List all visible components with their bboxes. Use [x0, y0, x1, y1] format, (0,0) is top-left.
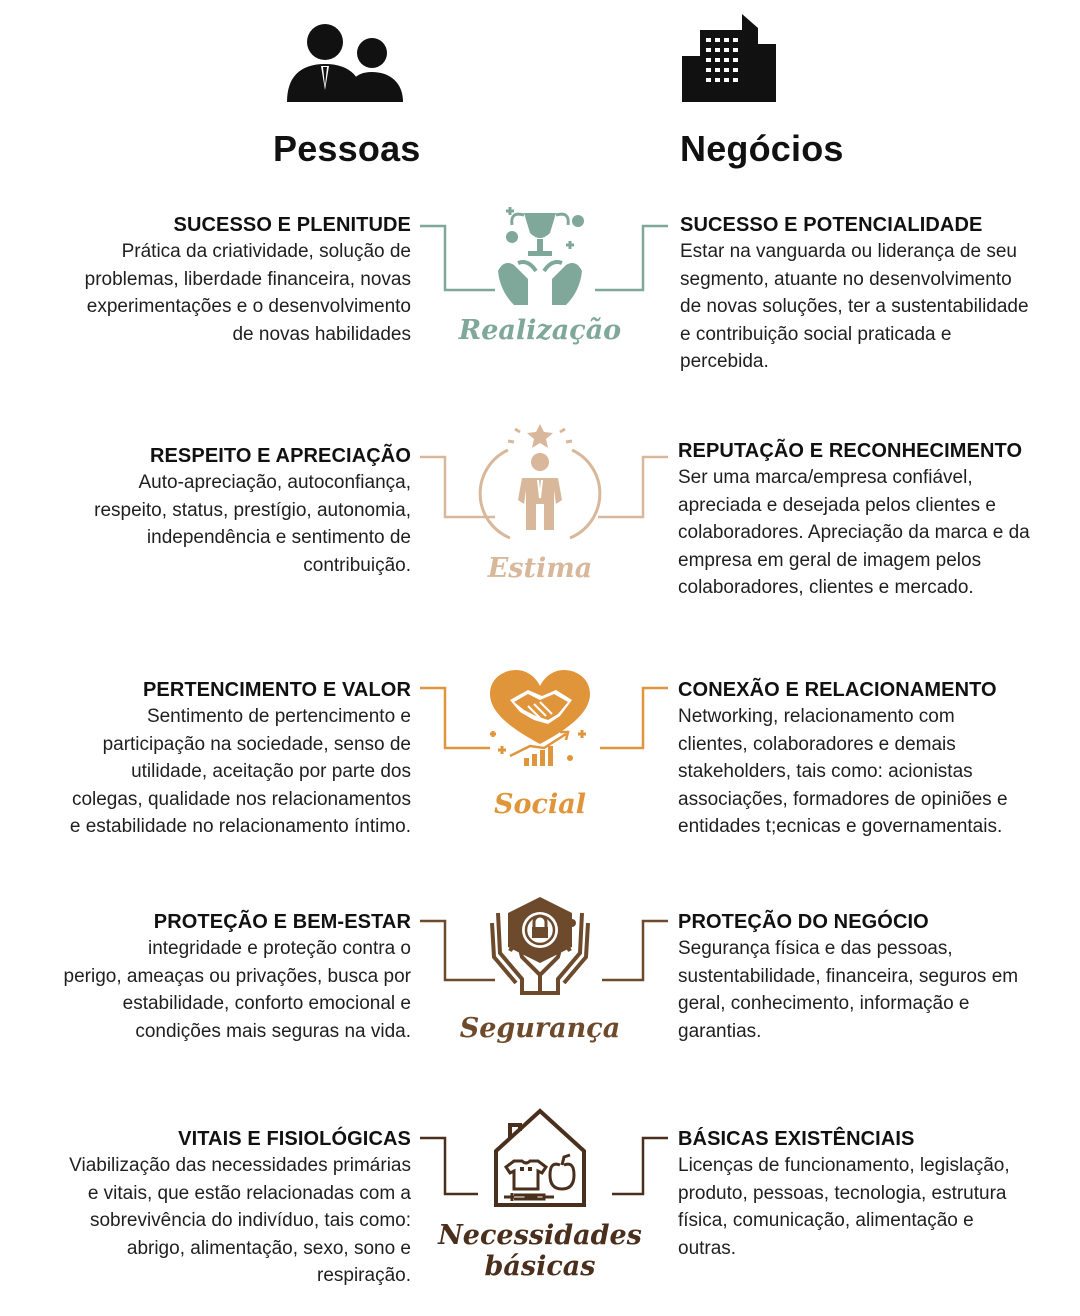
left-description: [0, 1126, 411, 1290]
item-title: PROTEÇÃO E BEM-ESTAR: [153, 911, 411, 933]
level-label: Realização: [458, 315, 622, 346]
column-title-pessoas: Pessoas: [273, 128, 421, 169]
item-text: Sentimento de pertencimento e participação na sociedade, senso de utilidade, aceitação por parte dos colegas, qualidade nos relacionamentos e estabilidade no relacionamento íntimo.: [69, 706, 411, 838]
item-title: SUCESSO E POTENCIALIDADE: [680, 214, 983, 236]
item-title: PROTEÇÃO DO NEGÓCIO: [678, 911, 929, 933]
level-label: Social: [494, 789, 586, 820]
item-title: REPUTAÇÃO E RECONHECIMENTO: [678, 440, 1023, 462]
item-title: BÁSICAS EXISTÊNCIAIS: [678, 1128, 915, 1150]
item-title: RESPEITO E APRECIAÇÃO: [149, 445, 411, 467]
item-title: CONEXÃO E RELACIONAMENTO: [678, 679, 997, 701]
item-text: Segurança física e das pessoas, sustentabilidade, financeira, seguros em geral, conhecimento, informação e garantias.: [678, 938, 1019, 1042]
item-title: PERTENCIMENTO E VALOR: [142, 679, 411, 701]
item-text: Prática da criatividade, solução de problemas, liberdade financeira, novas experimentações e o desenvolvimento de novas habilidades: [84, 241, 411, 345]
item-text: Auto-apreciação, autoconfiança, respeito, status, prestígio, autonomia, independência e sentimento de contribuição.: [94, 472, 411, 576]
item-text: Ser uma marca/empresa confiável, apreciada e desejada pelos clientes e colaboradores. Apreciação da marca e da empresa em geral de imagem pelos colaboradores, clientes e mercado.: [678, 467, 1030, 599]
item-title: SUCESSO E PLENITUDE: [173, 214, 411, 236]
level-label: Estima: [487, 553, 593, 584]
item-title: VITAIS E FISIOLÓGICAS: [178, 1128, 411, 1150]
item-text: Estar na vanguarda ou liderança de seu segmento, atuante no desenvolvimento de novas soluções, ter a sustentabilidade e contribuição social praticada e percebida.: [680, 241, 1029, 373]
item-text: Networking, relacionamento com clientes, colaboradores e demais stakeholders, tais como: acionistas associações, formadores de opiniões e entidades t;ecnicas e governamentais.: [678, 706, 1008, 838]
item-text: Viabilização das necessidades primárias e vitais, que estão relacionadas com a sobrevivência do indivíduo, tais como: abrigo, alimentação, sexo, sono e respiração.: [69, 1155, 411, 1287]
item-text: Licenças de funcionamento, legislação, produto, pessoas, tecnologia, estrutura física, comunicação, alimentação e outras.: [678, 1155, 1010, 1259]
right-description: [678, 1126, 1068, 1262]
item-text: integridade e proteção contra o perigo, ameaças ou privações, busca por estabilidade, conforto emocional e condições mais seguras na vida.: [63, 938, 411, 1042]
level-label: Necessidades básicas: [438, 1220, 642, 1282]
column-title-negocios: Negócios: [680, 128, 844, 169]
house-needs-icon: [470, 1105, 610, 1215]
level-label: Segurança: [459, 1013, 621, 1044]
